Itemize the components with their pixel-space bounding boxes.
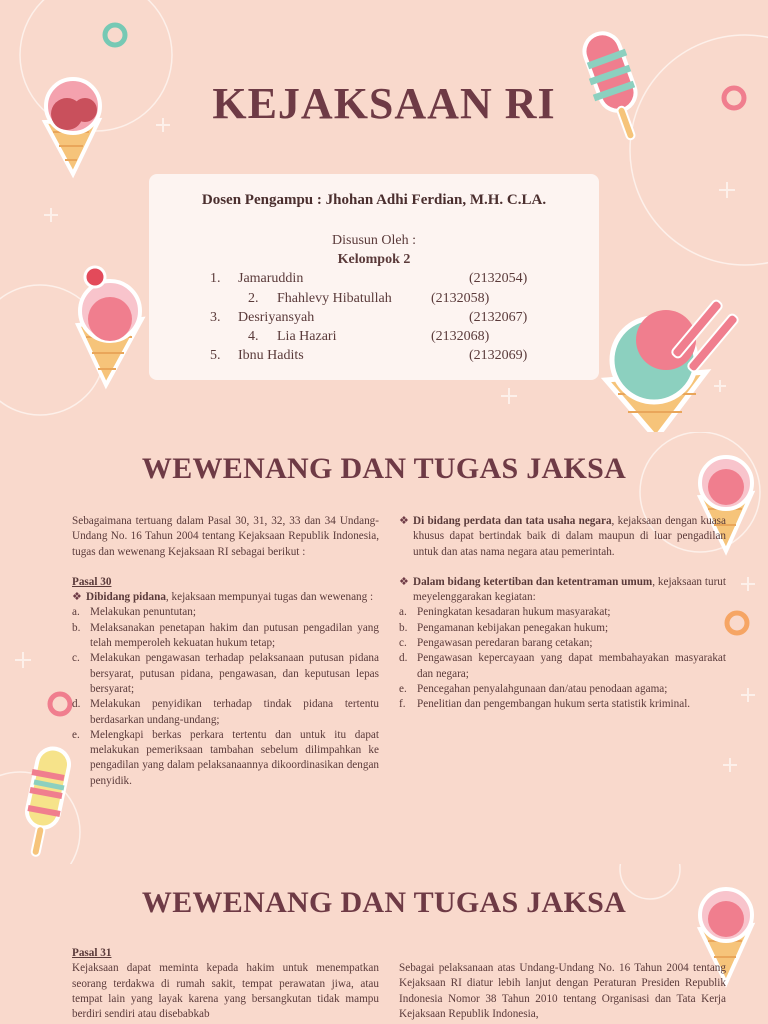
civil-field-paragraph: ❖ Di bidang perdata dan tata usaha negara, kejaksaan dengan kuasa khusus dapat bertindak baik di dalam maupun di luar pengadilan untuk dan atas nama negara atau pemerintah. <box>399 515 726 558</box>
intro-paragraph: Sebagaimana tertuang dalam Pasal 30, 31, 32, 33 dan 34 Undang-Undang No. 16 Tahun 2004 tentang Kejaksaan Republik Indonesia, tugas dan wewenang Kejaksaan RI sebagai berikut : <box>72 515 379 558</box>
list-item: f. Penelitian dan pengembangan hukum serta statistik kriminal. <box>399 698 691 711</box>
list-item: d. Melakukan penyidikan terhadap tindak pidana tertentu berdasarkan undang-undang; <box>72 698 379 726</box>
section-title: WEWENANG DAN TUGAS JAKSA <box>141 886 627 919</box>
article-label: Pasal 31 <box>72 947 112 959</box>
member-name: Desriyansyah <box>238 310 315 325</box>
public-order-heading: ❖ Dalam bidang ketertiban dan ketentraman umum, kejaksaan turut meyelenggarakan kegiatan: <box>399 575 726 604</box>
member-nim: (2132067) <box>469 310 528 325</box>
list-item: c. Pengawasan peredaran barang cetakan; <box>399 637 593 650</box>
diamond-bullet-icon: ❖ <box>399 575 409 588</box>
ice-cream-cone-icon <box>596 290 746 432</box>
article-label: Pasal 30 <box>72 575 112 588</box>
list-item: e. Pencegahan penyalahgunaan dan/atau penodaan agama; <box>399 682 668 695</box>
right-column <box>399 514 726 713</box>
list-item: c. Melakukan pengawasan terhadap pelaksanaan putusan pidana bersyarat, putusan pidana, pengawasan, dan keputusan lepas bersyarat; <box>72 652 379 695</box>
regulation-text: Sebagai pelaksanaan atas Undang-Undang No. 16 Tahun 2004 tentang Kejaksaan RI diatur lebih lanjut dengan Peraturan Presiden Republik Indonesia Nomor 38 Tahun 2010 tentang Organisasi dan Tata Kerja Kejaksaan Republik Indonesia, <box>399 962 726 1020</box>
section-title: WEWENANG DAN TUGAS JAKSA <box>141 452 627 485</box>
content-slide-2 <box>0 864 768 1024</box>
left-column <box>72 946 379 1022</box>
member-number: 4. <box>248 329 259 344</box>
diamond-bullet-icon: ❖ <box>399 515 409 527</box>
member-nim: (2132058) <box>431 291 490 306</box>
list-item: e. Melengkapi berkas perkara tertentu dan untuk itu dapat melakukan pemeriksaan tambahan sebelum dilimpahkan ke pengadilan yang dalam pelaksanaannya dikoordinasikan dengan penyidik. <box>72 728 379 787</box>
article-31-text: Kejaksaan dapat meminta kepada hakim untuk menempatkan seorang terdakwa di rumah sakit, tempat perawatan jiwa, atau tempat lain yang layak karena yang bersangkutan tidak mampu berdiri sendiri atau disebabkab <box>72 962 379 1021</box>
member-nim: (2132054) <box>469 271 528 286</box>
member-number: 2. <box>248 291 259 306</box>
member-name: Fhahlevy Hibatullah <box>277 291 392 306</box>
list-item: b. Melaksanakan penetapan hakim dan putusan pengadilan yang telah memperoleh kekuatan hukum tetap; <box>72 621 379 650</box>
member-name: Ibnu Hadits <box>238 348 304 363</box>
member-name: Jamaruddin <box>238 271 304 286</box>
title-slide <box>0 0 768 432</box>
right-column <box>399 961 726 1022</box>
list-item: a. Peningkatan kesadaran hukum masyarakat; <box>399 606 611 619</box>
ice-cream-cone-icon <box>66 255 156 395</box>
member-number: 5. <box>210 348 221 363</box>
member-nim: (2132069) <box>469 348 528 363</box>
slide-title: KEJAKSAAN RI <box>212 79 556 128</box>
list-item: b. Pengamanan kebijakan penegakan hukum; <box>399 621 609 634</box>
criminal-field-heading: ❖ Dibidang pidana, kejaksaan mempunyai tugas dan wewenang : <box>72 590 379 605</box>
content-slide-1 <box>0 432 768 864</box>
info-card <box>149 174 599 380</box>
list-item: a. Melakukan penuntutan; <box>72 606 196 619</box>
composed-by-label: Disusun Oleh : <box>332 233 416 248</box>
lecturer-line: Dosen Pengampu : Jhohan Adhi Ferdian, M.H. C.LA. <box>201 192 547 208</box>
list-item: d. Pengawasan kepercayaan yang dapat membahayakan masyarakat dan negara; <box>399 652 726 680</box>
member-nim: (2132068) <box>431 329 490 344</box>
left-column <box>72 514 379 789</box>
member-number: 1. <box>210 271 221 286</box>
diamond-bullet-icon: ❖ <box>72 591 82 604</box>
group-label: Kelompok 2 <box>337 252 411 267</box>
member-number: 3. <box>210 310 221 325</box>
member-name: Lia Hazari <box>277 329 337 344</box>
